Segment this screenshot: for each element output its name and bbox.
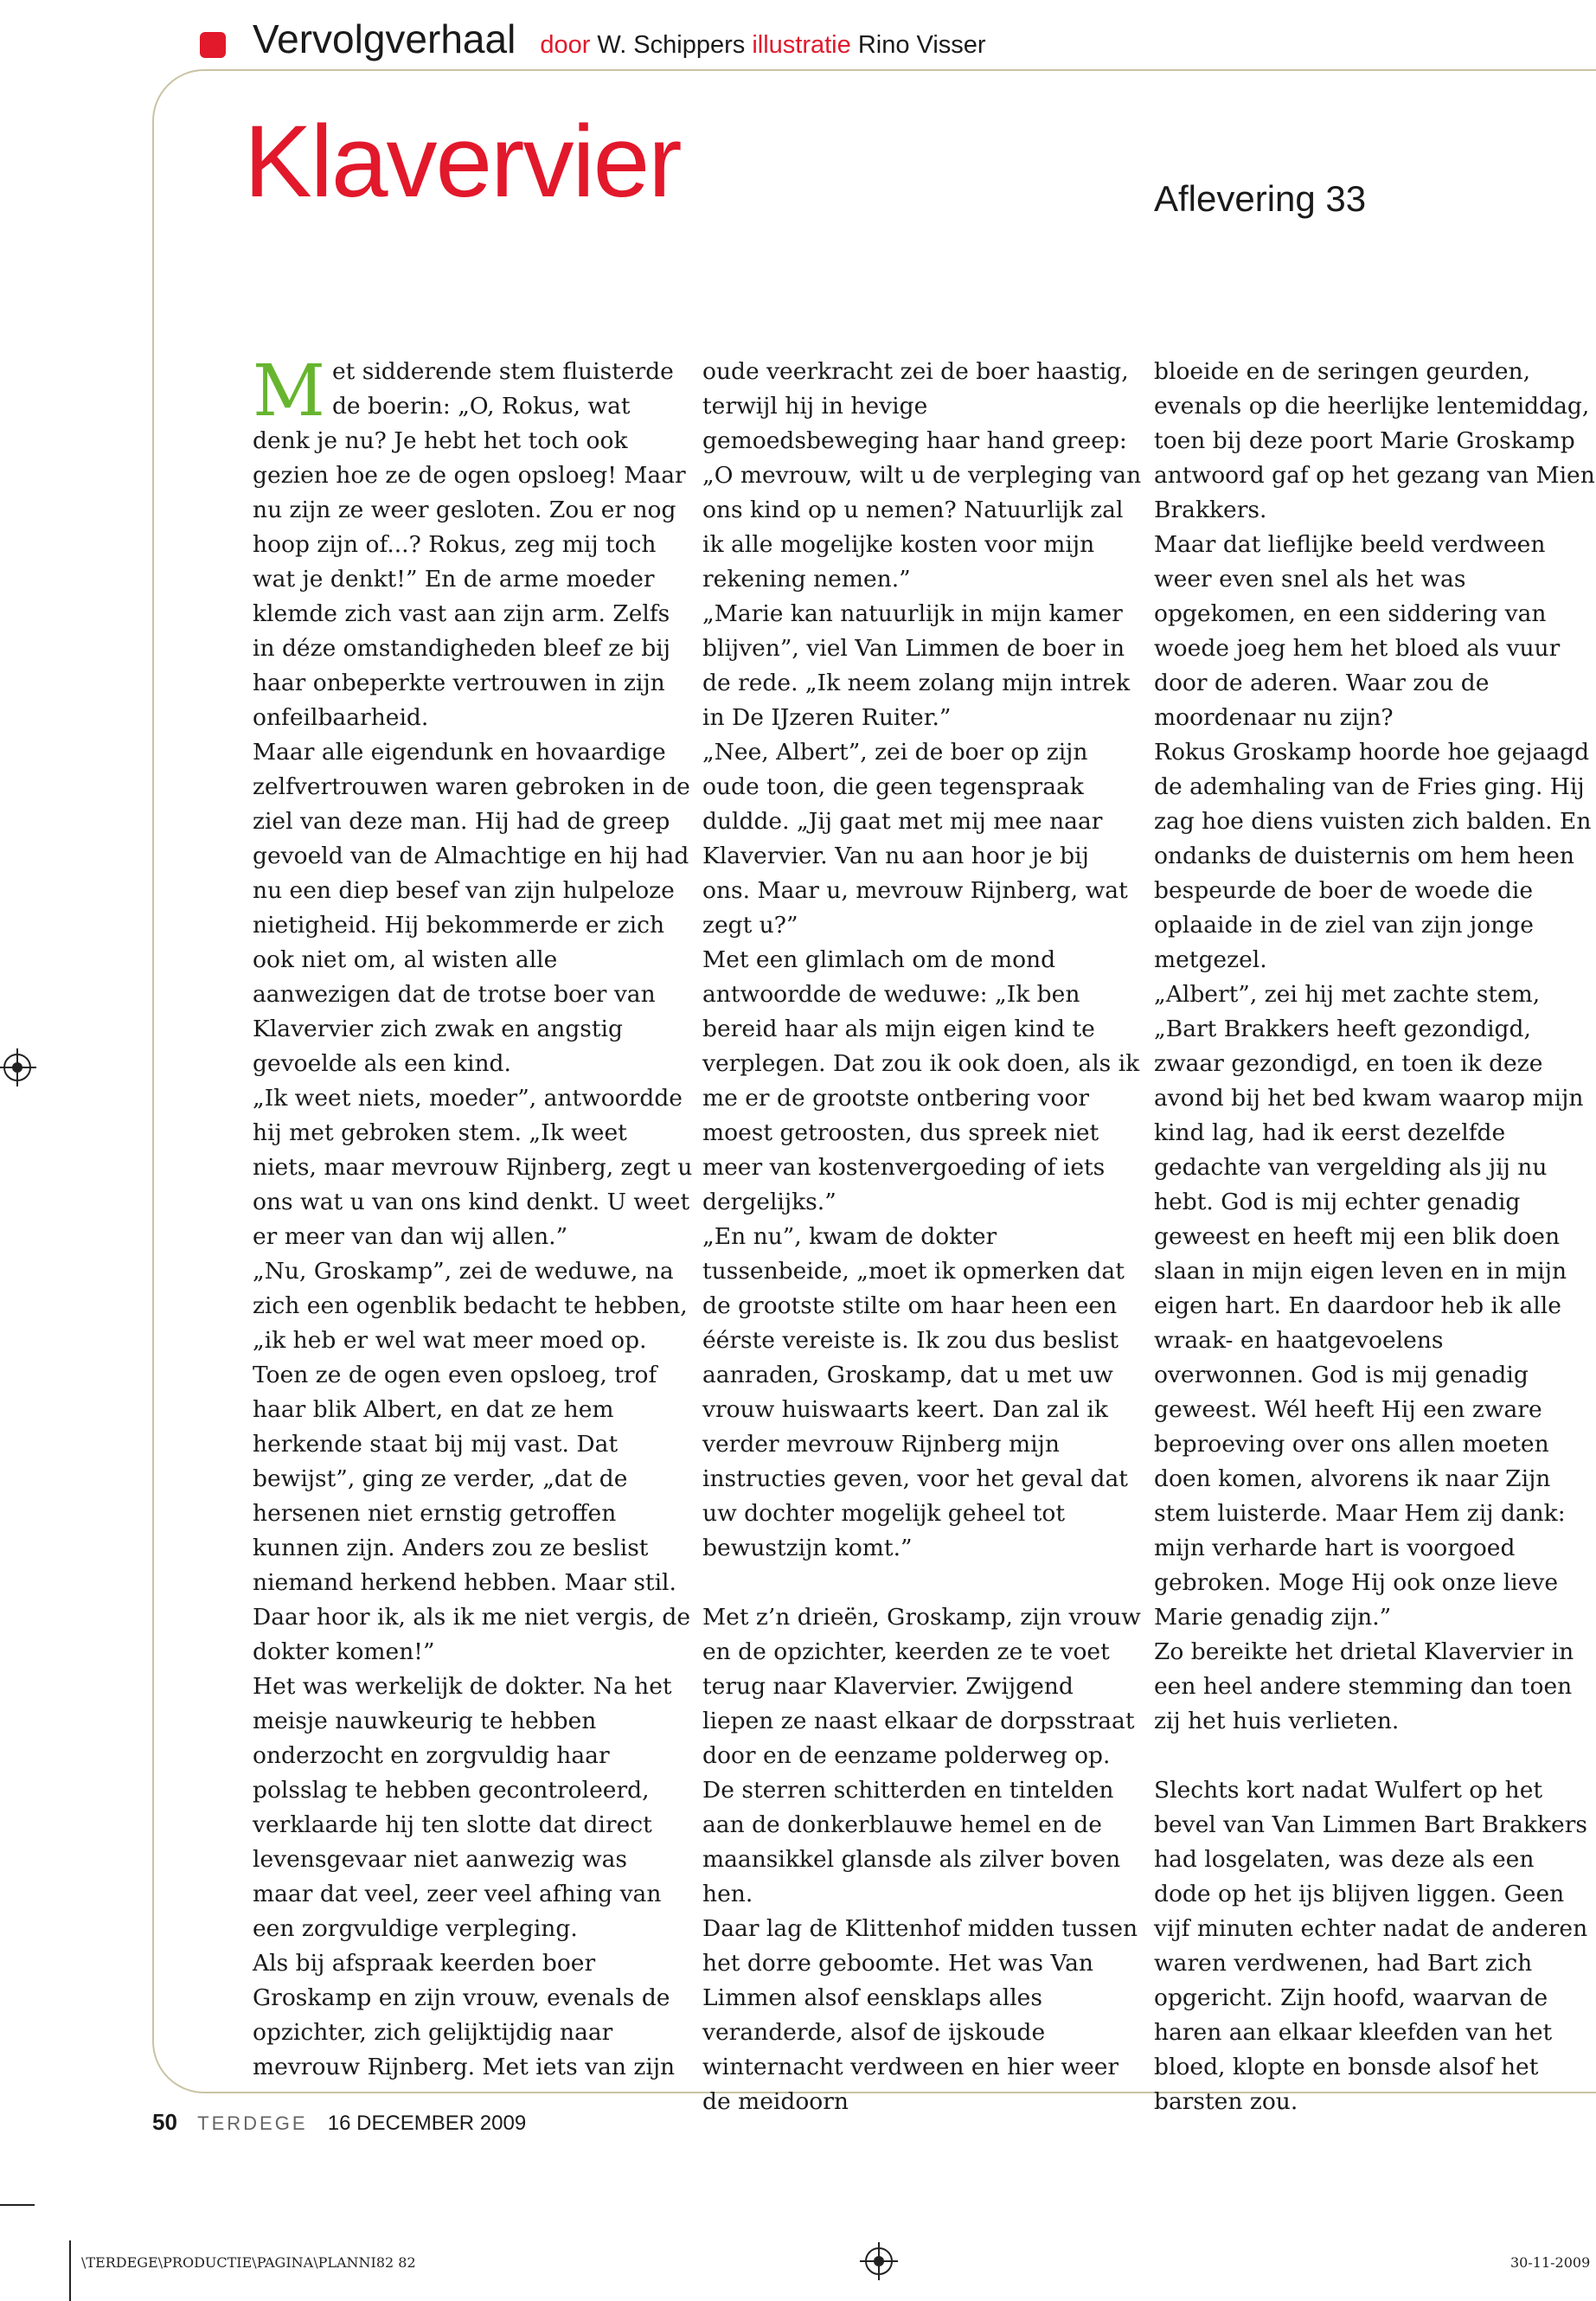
paragraph: „Nu, Groskamp”, zei de weduwe, na zich een ogenblik bedacht te hebben, „ik heb er wel wat meer moed op. Toen ze de ogen even opsloeg, trof haar blik Albert, en dat ze hem herkende staat bij mij vast. Dat bewijst”, ging ze verder, „dat de hersenen niet ernstig getroffen kunnen zijn. Anders zou ze beslist niemand herkend hebben. Maar stil. Daar hoor ik, als ik me niet vergis, de dokter komen!” bbox=[253, 1258, 691, 1665]
issue-date: 16 DECEMBER 2009 bbox=[327, 2112, 527, 2135]
paragraph-gap bbox=[702, 1566, 1144, 1600]
paragraph: Met een glimlach om de mond antwoordde de weduwe: „Ik ben bereid haar als mijn eigen kind te verplegen. Dat zou ik ook doen, als ik me er de grootste ontbering voor moest getroosten, dus spreek niet meer van kostenvergoeding of iets dergelijks.” bbox=[702, 946, 1140, 1215]
paragraph: Daar lag de Klittenhof midden tussen het dorre geboomte. Het was Van Limmen alsof eensklaps alles veranderde, alsof de ijskoude winternacht verdween en hier weer de meidoorn bbox=[702, 1915, 1138, 2115]
paragraph: Maar dat lieflijke beeld verdween weer even snel als het was opgekomen, en een siddering van woede joeg hem het bloed als vuur door de aderen. Waar zou de moordenaar nu zijn? bbox=[1154, 531, 1561, 731]
paragraph: „Albert”, zei hij met zachte stem, „Bart Brakkers heeft gezondigd, zwaar gezondigd, en toen ik deze avond bij het bed kwam waarop mijn kind lag, had ik eerst dezelfde gedachte van vergelding als jij nu hebt. God is mij echter genadig geweest en heeft mij een blik doen slaan in mijn eigen leven en in mijn eigen hart. En daardoor heb ik alle wraak- en haatgevoelens overwonnen. God is mij genadig geweest. Wél heeft Hij een zware beproeving over ons allen moeten doen komen, alvorens ik naar Zijn stem luisterde. Maar Hem zij dank: mijn verharde hart is voorgoed gebroken. Moge Hij ook onze lieve Marie genadig zijn.” bbox=[1154, 981, 1584, 1631]
text-column-3 bbox=[1154, 355, 1595, 2119]
crop-mark bbox=[0, 2204, 35, 2206]
text-column-2 bbox=[702, 355, 1144, 2119]
paragraph: Slechts kort nadat Wulfert op het bevel van Van Limmen Bart Brakkers had losgelaten, was deze als een dode op het ijs blijven liggen. Geen vijf minuten echter nadat de anderen waren verdwenen, had Bart zich opgericht. Zijn hoofd, waarvan de haren aan elkaar kleefden van het bloed, klopte en bonsde alsof het barsten zou. bbox=[1154, 1777, 1588, 2115]
registration-dot bbox=[12, 1062, 22, 1073]
paragraph: Het was werkelijk de dokter. Na het meisje nauwkeurig te hebben onderzocht en zorgvuldig haar polsslag te hebben gecontroleerd, verklaarde hij ten slotte dat direct levensgevaar niet aanwezig was maar dat veel, zeer veel afhing van een zorgvuldige verpleging. bbox=[253, 1673, 672, 1942]
paragraph: Maar alle eigendunk en hovaardige zelfvertrouwen waren gebroken in de ziel van deze man. Hij had de greep gevoeld van de Almachtige en hij had nu een diep besef van zijn hulpeloze nietigheid. Hij bekommerde er zich ook niet om, al wisten alle aanwezigen dat de trotse boer van Klavervier zich zwak en angstig gevoelde als een kind. bbox=[253, 739, 690, 1077]
paragraph: „Ik weet niets, moeder”, antwoordde hij met gebroken stem. „Ik weet niets, maar mevrouw Rijnberg, zegt u ons wat u van ons kind denkt. U weet er meer van dan wij allen.” bbox=[253, 1085, 693, 1250]
crop-mark bbox=[69, 2240, 71, 2301]
credits bbox=[540, 31, 985, 60]
red-square-marker bbox=[200, 32, 226, 58]
paragraph: oude veerkracht zei de boer haastig, terwijl hij in hevige gemoedsbeweging haar hand greep: „O mevrouw, wilt u de verpleging van ons kind op u nemen? Natuurlijk zal ik alle mogelijke kosten voor mijn rekening nemen.” bbox=[702, 358, 1142, 593]
magazine-name: TERDEGE bbox=[197, 2112, 308, 2134]
series-header bbox=[201, 16, 986, 76]
page-footer bbox=[152, 2109, 526, 2136]
page-number: 50 bbox=[152, 2109, 177, 2135]
paragraph: Rokus Groskamp hoorde hoe gejaagd de ademhaling van de Fries ging. Hij zag hoe diens vuisten zich balden. En ondanks de duisternis om hem heen bespeurde de boer de woede die oplaaide in de ziel van zijn jonge metgezel. bbox=[1154, 739, 1592, 973]
paragraph: Zo bereikte het drietal Klavervier in een heel andere stemming dan toen zij het huis verlieten. bbox=[1154, 1638, 1574, 1734]
paragraph: „En nu”, kwam de dokter tussenbeide, „moet ik opmerken dat de grootste stilte om haar heen een éérste vereiste is. Ik zou dus beslist aanraden, Groskamp, dat u met uw vrouw huiswaarts keert. Dan zal ik verder mevrouw Rijnberg mijn instructies geven, voor het geval dat uw dochter mogelijk geheel tot bewustzijn komt.” bbox=[702, 1223, 1128, 1561]
paragraph-gap bbox=[1154, 1739, 1595, 1773]
paragraph: Als bij afspraak keerden boer Groskamp en zijn vrouw, evenals de opzichter, zich gelijktijdig naar mevrouw Rijnberg. Met iets van zijn bbox=[253, 1950, 676, 2080]
text-column-1 bbox=[253, 350, 694, 2085]
registration-mark-icon bbox=[865, 2247, 893, 2275]
drop-cap: M bbox=[253, 350, 325, 433]
episode-label: Aflevering 33 bbox=[1154, 178, 1367, 219]
article-title: Klavervier bbox=[244, 105, 681, 219]
paragraph: bloeide en de seringen geurden, evenals op die heerlijke lentemiddag, toen bij deze poort Marie Groskamp antwoord gaf op het gezang van Mien Brakkers. bbox=[1154, 358, 1595, 523]
illustrator-name: Rino Visser bbox=[857, 31, 986, 59]
registration-mark-icon bbox=[3, 1054, 31, 1081]
series-title: Vervolgverhaal bbox=[253, 16, 516, 61]
paragraph: „Nee, Albert”, zei de boer op zijn oude toon, die geen tegenspraak duldde. „Jij gaat met mij mee naar Klavervier. Van nu aan hoor je bij ons. Maar u, mevrouw Rijnberg, wat zegt u?” bbox=[702, 739, 1128, 939]
paragraph bbox=[253, 350, 694, 735]
paragraph: „Marie kan natuurlijk in mijn kamer blijven”, viel Van Limmen de boer in de rede. „Ik neem zolang mijn intrek in De IJzeren Ruiter.” bbox=[702, 600, 1131, 731]
registration-dot bbox=[874, 2256, 884, 2266]
illustration-label: illustratie bbox=[752, 31, 851, 59]
paragraph-text: et sidderende stem fluisterde de boerin: „O, Rokus, wat denk je nu? Je hebt het toch ook gezien hoe ze de ogen opsloeg! Maar nu zijn ze weer gesloten. Zou er nog hoop zijn of...? Rokus, zeg mij toch wat je denkt!” En de arme moeder klemde zich vast aan zijn arm. Zelfs in déze omstandigheden bleef ze bij haar onbeperkte vertrouwen in zijn onfeilbaarheid. bbox=[253, 358, 686, 731]
slug-date: 30-11-2009 bbox=[1510, 2254, 1591, 2271]
slug-path: \TERDEGE\PRODUCTIE\PAGINA\PLANNI82 82 bbox=[81, 2254, 416, 2271]
by-label: door bbox=[540, 31, 591, 59]
author-name: W. Schippers bbox=[597, 31, 746, 59]
paragraph: Met z’n drieën, Groskamp, zijn vrouw en de opzichter, keerden ze te voet terug naar Klavervier. Zwijgend liepen ze naast elkaar de dorpsstraat door en de eenzame polderweg op. De sterren schitterden en tintelden aan de donkerblauwe hemel en de maansikkel glansde als zilver boven hen. bbox=[702, 1604, 1141, 1907]
